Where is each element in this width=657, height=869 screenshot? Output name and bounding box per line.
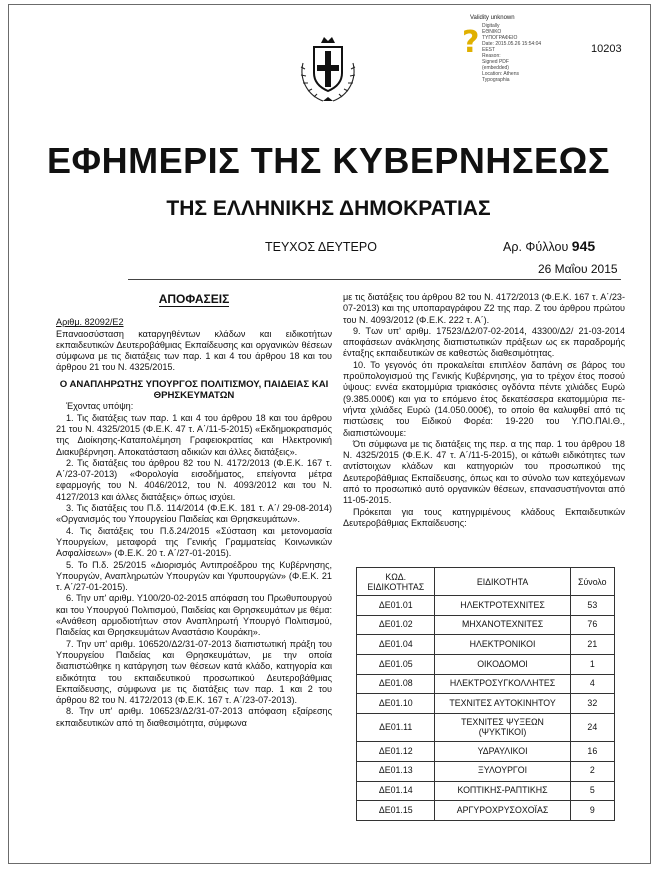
specialty-code-cell: ΔΕ01.05 xyxy=(357,655,435,675)
specialty-code-cell: ΔΕ01.13 xyxy=(357,761,435,781)
specialty-code-cell: ΔΕ01.08 xyxy=(357,674,435,694)
total-cell: 16 xyxy=(570,742,614,762)
decision-number: Αριθμ. 82092/Ε2 xyxy=(56,317,124,328)
specialty-name-cell: ΟΙΚΟΔΟΜΟΙ xyxy=(435,655,570,675)
considerations-list xyxy=(56,413,332,729)
publication-date: 26 Μαΐου 2015 xyxy=(538,262,618,276)
specialty-name-cell: ΜΗΧΑΝΟΤΕΧΝΙΤΕΣ xyxy=(435,615,570,635)
consideration-item: 8. Την υπ' αριθμ. 106523/Δ2/31-07-2013 απόφαση εξαίρεσης εκπαιδευτικών από τη διαθεσιμότητα, σύμφωνα xyxy=(56,706,332,728)
consideration-item: 4. Τις διατάξεις του Π.δ.24/2015 «Σύσταση και μετονομασία Υπουργείων, μεταφορά της Γενικής Γραμματείας Κοινωνικών Ασφαλίσεων» (Φ.Ε.Κ. 20 τ. Α΄/27-01-2015). xyxy=(56,525,332,559)
specialty-name-cell: ΤΕΧΝΙΤΕΣ ΑΥΤΟΚΙΝΗΤΟΥ xyxy=(435,694,570,714)
table-row xyxy=(357,694,615,714)
paragraph: με τις διατάξεις του άρθρου 82 του Ν. 4172/2013 (Φ.Ε.Κ. 167 τ. Α΄/23-07-2013) και της υποπαραγράφου Ζ2 της παρ. Ζ του άρθρου πρώτου του Ν. 4093/2012 (Φ.Ε.Κ. 222 τ. Α΄). xyxy=(343,292,625,325)
question-mark-icon: ? xyxy=(462,25,480,60)
specialty-name-cell: ΗΛΕΚΤΡΟΤΕΧΝΙΤΕΣ xyxy=(435,596,570,616)
column-header-code: ΚΩΔ. ΕΙΔΙΚΟΤΗΤΑΣ xyxy=(357,568,435,596)
specialty-name-cell: ΤΕΧΝΙΤΕΣ ΨΥΞΕΩΝ (ΨΥΚΤΙΚΟΙ) xyxy=(435,714,570,742)
sheet-number xyxy=(503,238,595,254)
total-cell: 5 xyxy=(570,781,614,801)
total-cell: 1 xyxy=(570,655,614,675)
signature-line: Reason: xyxy=(482,53,501,59)
specialty-name-cell: ΞΥΛΟΥΡΓΟΙ xyxy=(435,761,570,781)
total-cell: 9 xyxy=(570,801,614,821)
section-heading: ΑΠΟΦΑΣΕΙΣ xyxy=(158,292,230,306)
minister-heading: Ο ΑΝΑΠΛΗΡΩΤΗΣ ΥΠΟΥΡΓΟΣ ΠΟΛΙΤΙΣΜΟΥ, ΠΑΙΔΕΙΑΣ ΚΑΙ ΘΡΗΣΚΕΥΜΑΤΩΝ xyxy=(59,378,329,402)
total-cell: 53 xyxy=(570,596,614,616)
specialty-code-cell: ΔΕ01.01 xyxy=(357,596,435,616)
greek-coat-of-arms-icon xyxy=(297,29,359,105)
decision-title: Επαναοσύσταση καταργηθέντων κλάδων και ειδικοτήτων εκπαιδευτικών Δευτεροβάθμιας Εκπαίδευσης και οργανικών θέσεων σύμφωνα με τις διατάξεις των παρ. 1 και 4 του άρθρου 18 και του άρθρου 21 του Ν. 4325/2015. xyxy=(56,328,332,373)
specialty-code-cell: ΔΕ01.11 xyxy=(357,714,435,742)
total-cell: 76 xyxy=(570,615,614,635)
total-cell: 4 xyxy=(570,674,614,694)
specialty-code-cell: ΔΕ01.12 xyxy=(357,742,435,762)
column-header-specialty: ΕΙΔΙΚΟΤΗΤΑ xyxy=(435,568,570,596)
consideration-item: 3. Τις διατάξεις του Π.δ. 114/2014 (Φ.Ε.Κ. 181 τ. Α΄/ 29-08-2014) «Οργανισμός του Υπουργείου Παιδείας και Θρησκευμάτων». xyxy=(56,503,332,525)
header-divider xyxy=(128,279,621,280)
table-body xyxy=(357,596,615,821)
total-cell: 2 xyxy=(570,761,614,781)
table-row xyxy=(357,781,615,801)
table-row xyxy=(357,801,615,821)
specialty-name-cell: ΚΟΠΤΙΚΗΣ-ΡΑΠΤΙΚΗΣ xyxy=(435,781,570,801)
specialty-code-cell: ΔΕ01.10 xyxy=(357,694,435,714)
signature-line: Typographia xyxy=(482,77,510,83)
page-number: 10203 xyxy=(591,43,622,55)
specialty-code-cell: ΔΕ01.15 xyxy=(357,801,435,821)
sheet-label: Αρ. Φύλλου xyxy=(503,240,569,254)
table-row xyxy=(357,742,615,762)
consideration-item: 5. Το Π.δ. 25/2015 «Διορισμός Αντιπροέδρου της Κυβέρνησης, Υπουργών, Αναπληρωτών Υπουργών και Υφυπουργών» (Φ.Ε.Κ. 21 τ. Α΄/27-01-2015). xyxy=(56,559,332,593)
specialty-code-cell: ΔΕ01.04 xyxy=(357,635,435,655)
issue-label: ΤΕΥΧΟΣ ΔΕΥΤΕΡΟ xyxy=(265,240,377,254)
table-row xyxy=(357,615,615,635)
left-column xyxy=(56,292,332,729)
signature-line: ΕΘΝΙΚΟ xyxy=(482,29,502,35)
signature-status: Validity unknown xyxy=(470,15,515,21)
specialty-name-cell: ΥΔΡΑΥΛΙΚΟΙ xyxy=(435,742,570,762)
signature-line: Date: 2015.05.26 15:54:04 xyxy=(482,41,542,47)
signature-details xyxy=(482,23,541,83)
signature-line: Digitally xyxy=(482,23,500,29)
digital-signature-stamp xyxy=(462,15,544,83)
table-row xyxy=(357,596,615,616)
signature-line: Signed PDF xyxy=(482,59,509,65)
table-header-row xyxy=(357,568,615,596)
consideration-item: 7. Την υπ' αριθμ. 106520/Δ2/31-07-2013 διαπιστωτική πράξη του Υπουργείου Παιδείας και Θρησκευμάτων, με την οποία διαπιστώθηκε η κατάργηση των θέσεων κατά κλάδο, κατηγορία και ειδικότητα του εκπαιδευτικού προσωπικού Δευτεροβάθμιας Εκπαίδευσης, σύμφωνα με τις διατάξεις των παρ. 1 και 2 του άρθρου 82 του Ν. 4172/2013 (Φ.Ε.Κ. 167 τ. Α΄/23-07-2013). xyxy=(56,638,332,706)
total-cell: 24 xyxy=(570,714,614,742)
specialties-table xyxy=(356,567,615,821)
table-row xyxy=(357,655,615,675)
consideration-item: 6. Την υπ' αριθμ. Υ100/20-02-2015 απόφαση του Πρωθυπουργού και του Υπουργού Πολιτισμού, Παιδείας και Θρησκευμάτων με θέμα: «Ανάθεση αρμοδιοτήτων στον Αναπληρωτή Υπουργό Πολιτισμού, Παιδείας και Θρησκευμάτων Αναστάσιο Κουράκη». xyxy=(56,593,332,638)
specialty-code-cell: ΔΕ01.02 xyxy=(357,615,435,635)
paragraph: 10. Το γεγονός ότι προκαλείται επιπλέον δαπάνη σε βάρος του προϋπολογισμού της Γενικής Κυβέρνησης, για το τρέχον έτος ποσού ύψους: εννέα εκατομμύρια τριακόσιες ογδόντα πέντε χιλιάδες Ευρώ (9.385.000€) και για το επόμενο έτος δεκατέσσερα εκατομμύρια πενήντα χιλιάδες Ευρώ (14.050.000€), το οποίο θα καλυφθεί από τις πιστώσεις του Ειδικού Φορέα: 19-220 του Υ.ΠΟ.ΠΑΙ.Θ., διαπιστώνουμε: xyxy=(343,359,625,438)
signature-line: (embedded) xyxy=(482,65,509,71)
table-row xyxy=(357,635,615,655)
paragraph: 9. Των υπ' αριθμ. 17523/Δ2/07-02-2014, 43300/Δ2/ 21-03-2014 αποφάσεων ανάκλησης διαπιστωτικών πράξεων ως εκ παραδρομής ένταξης εκπαιδευτικών σε καθεστώς διαθεσιμότητας. xyxy=(343,325,625,359)
column-header-total: Σύνολο xyxy=(570,568,614,596)
specialty-name-cell: ΗΛΕΚΤΡΟΝΙΚΟΙ xyxy=(435,635,570,655)
specialty-name-cell: ΗΛΕΚΤΡΟΣΥΓΚΟΛΛΗΤΕΣ xyxy=(435,674,570,694)
table-row xyxy=(357,714,615,742)
gazette-title: ΕΦΗΜΕΡΙΣ ΤΗΣ ΚΥΒΕΡΝΗΣΕΩΣ xyxy=(47,140,610,181)
right-paragraphs xyxy=(343,292,625,529)
gazette-subtitle: ΤΗΣ ΕΛΛΗΝΙΚΗΣ ΔΗΜΟΚΡΑΤΙΑΣ xyxy=(166,197,491,220)
table-row xyxy=(357,761,615,781)
signature-line: EEST xyxy=(482,47,496,53)
specialty-name-cell: ΑΡΓΥΡΟΧΡΥΣΟΧΟΪΑΣ xyxy=(435,801,570,821)
signature-line: ΤΥΠΟΓΡΑΦΕΙΟ xyxy=(482,35,518,41)
consideration-item: 1. Τις διατάξεις των παρ. 1 και 4 του άρθρου 18 και του άρθρου 21 του Ν. 4325/2015 (Φ.Ε.Κ. 47 τ. Α΄/11-5-2015) «Εκδημοκρατισμός της Διοίκησης-Καταπολέμηση Γραφειοκρατίας και Ηλεκτρονική Διακυβέρνηση. Αποκατάσταση αδικιών και άλλες διατάξεις». xyxy=(56,412,332,457)
signature-line: Location: Athens xyxy=(482,71,519,77)
total-cell: 21 xyxy=(570,635,614,655)
consideration-item: 2. Τις διατάξεις του άρθρου 82 του Ν. 4172/2013 (Φ.Ε.Κ. 167 τ. Α΄/23-07-2013) «Φορολογία εισοδήματος, επείγοντα μέτρα εφαρμογής του Ν. 4046/2012, του Ν. 4093/2012 και του Ν. 4127/2013 και άλλες διατάξεις» όπως ισχύει. xyxy=(56,457,332,502)
paragraph: Πρόκειται για τους κατηγριμένους κλάδους Εκπαιδευτικών Δευτεροβάθμιας Εκπαίδευσης: xyxy=(343,506,625,528)
table-row xyxy=(357,674,615,694)
having-regard: Έχοντας υπόψη: xyxy=(66,401,134,412)
paragraph: Ότι σύμφωνα με τις διατάξεις της περ. α της παρ. 1 του άρθρου 18 Ν. 4325/2015 (Φ.Ε.Κ. 47 τ. Α΄/11-5-2015), οι κάτωθι ειδικότητες των αντίστοιχων κλάδων και κατηγοριών του προσωπικού της Δευτεροβάθμιας Εκπαίδευσης, όπως και το σύνολο των κατεχόμενων από το προσωπικό αυτό οργανικών θέσεων, επανασυστήνονται από 11-05-2015. xyxy=(343,438,625,506)
right-column xyxy=(343,292,625,529)
total-cell: 32 xyxy=(570,694,614,714)
specialty-code-cell: ΔΕ01.14 xyxy=(357,781,435,801)
sheet-number-value: 945 xyxy=(571,238,596,254)
